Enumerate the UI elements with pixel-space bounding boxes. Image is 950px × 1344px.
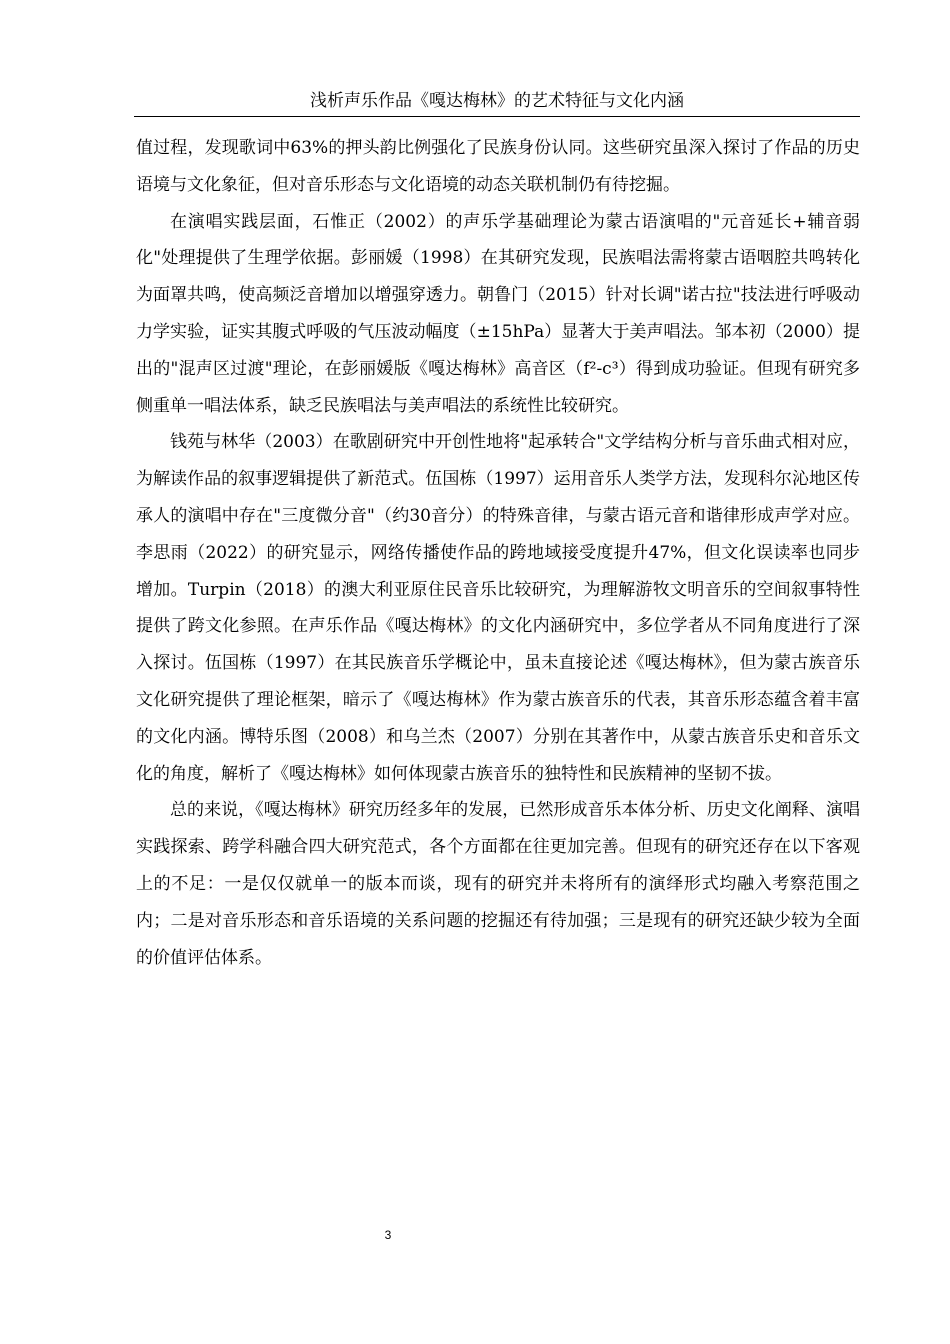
header-title: 浅析声乐作品《嘎达梅林》的艺术特征与文化内涵 (310, 91, 684, 111)
paragraph-cultural-research: 钱苑与林华（2003）在歌剧研究中开创性地将"起承转合"文学结构分析与音乐曲式相对应，为解读作品的叙事逻辑提供了新范式。伍国栋（1997）运用音乐人类学方法，发现科尔沁地区传承人的演唱中存在"三度微分音"（约30音分）的特殊音律，与蒙古语元音和谐律形成声学对应。李思雨（2022）的研究显示，网络传播使作品的跨地域接受度提升47%，但文化误读率也同步增加。Turpin（2018）的澳大利亚原住民音乐比较研究，为理解游牧文明音乐的空间叙事特性提供了跨文化参照。在声乐作品《嘎达梅林》的文化内涵研究中，多位学者从不同角度进行了深入探讨。伍国栋（1997）在其民族音乐学概论中，虽未直接论述《嘎达梅林》，但为蒙古族音乐文化研究提供了理论框架，暗示了《嘎达梅林》作为蒙古族音乐的代表，其音乐形态蕴含着丰富的文化内涵。博特乐图（2008）和乌兰杰（2007）分别在其著作中，从蒙古族音乐史和音乐文化的角度，解析了《嘎达梅林》如何体现蒙古族音乐的独特性和民族精神的坚韧不拔。 (136, 432, 860, 784)
body-text (136, 130, 860, 976)
paragraph-singing-practice: 在演唱实践层面，石惟正（2002）的声乐学基础理论为蒙古语演唱的"元音延长+辅音弱化"处理提供了生理学依据。彭丽媛（1998）在其研究发现，民族唱法需将蒙古语咽腔共鸣转化为面罩共鸣，使高频泛音增加以增强穿透力。朝鲁门（2015）针对长调"诺古拉"技法进行呼吸动力学实验，证实其腹式呼吸的气压波动幅度（±15hPa）显著大于美声唱法。邹本初（2000）提出的"混声区过渡"理论，在彭丽媛版《嘎达梅林》高音区（f²-c³）得到成功验证。但现有研究多侧重单一唱法体系，缺乏民族唱法与美声唱法的系统性比较研究。 (136, 211, 860, 416)
page-number: 3 (384, 1228, 392, 1242)
paragraph-continuation: 值过程，发现歌词中63%的押头韵比例强化了民族身份认同。这些研究虽深入探讨了作品的历史语境与文化象征，但对音乐形态与文化语境的动态关联机制仍有待挖掘。 (136, 138, 860, 195)
paragraph-summary: 总的来说，《嘎达梅林》研究历经多年的发展，已然形成音乐本体分析、历史文化阐释、演唱实践探索、跨学科融合四大研究范式，各个方面都在往更加完善。但现有的研究还存在以下客观上的不足：一是仅仅就单一的版本而谈，现有的研究并未将所有的演绎形式均融入考察范围之内；二是对音乐形态和音乐语境的关系问题的挖掘还有待加强；三是现有的研究还缺少较为全面的价值评估体系。 (136, 800, 860, 968)
running-header (134, 88, 860, 117)
